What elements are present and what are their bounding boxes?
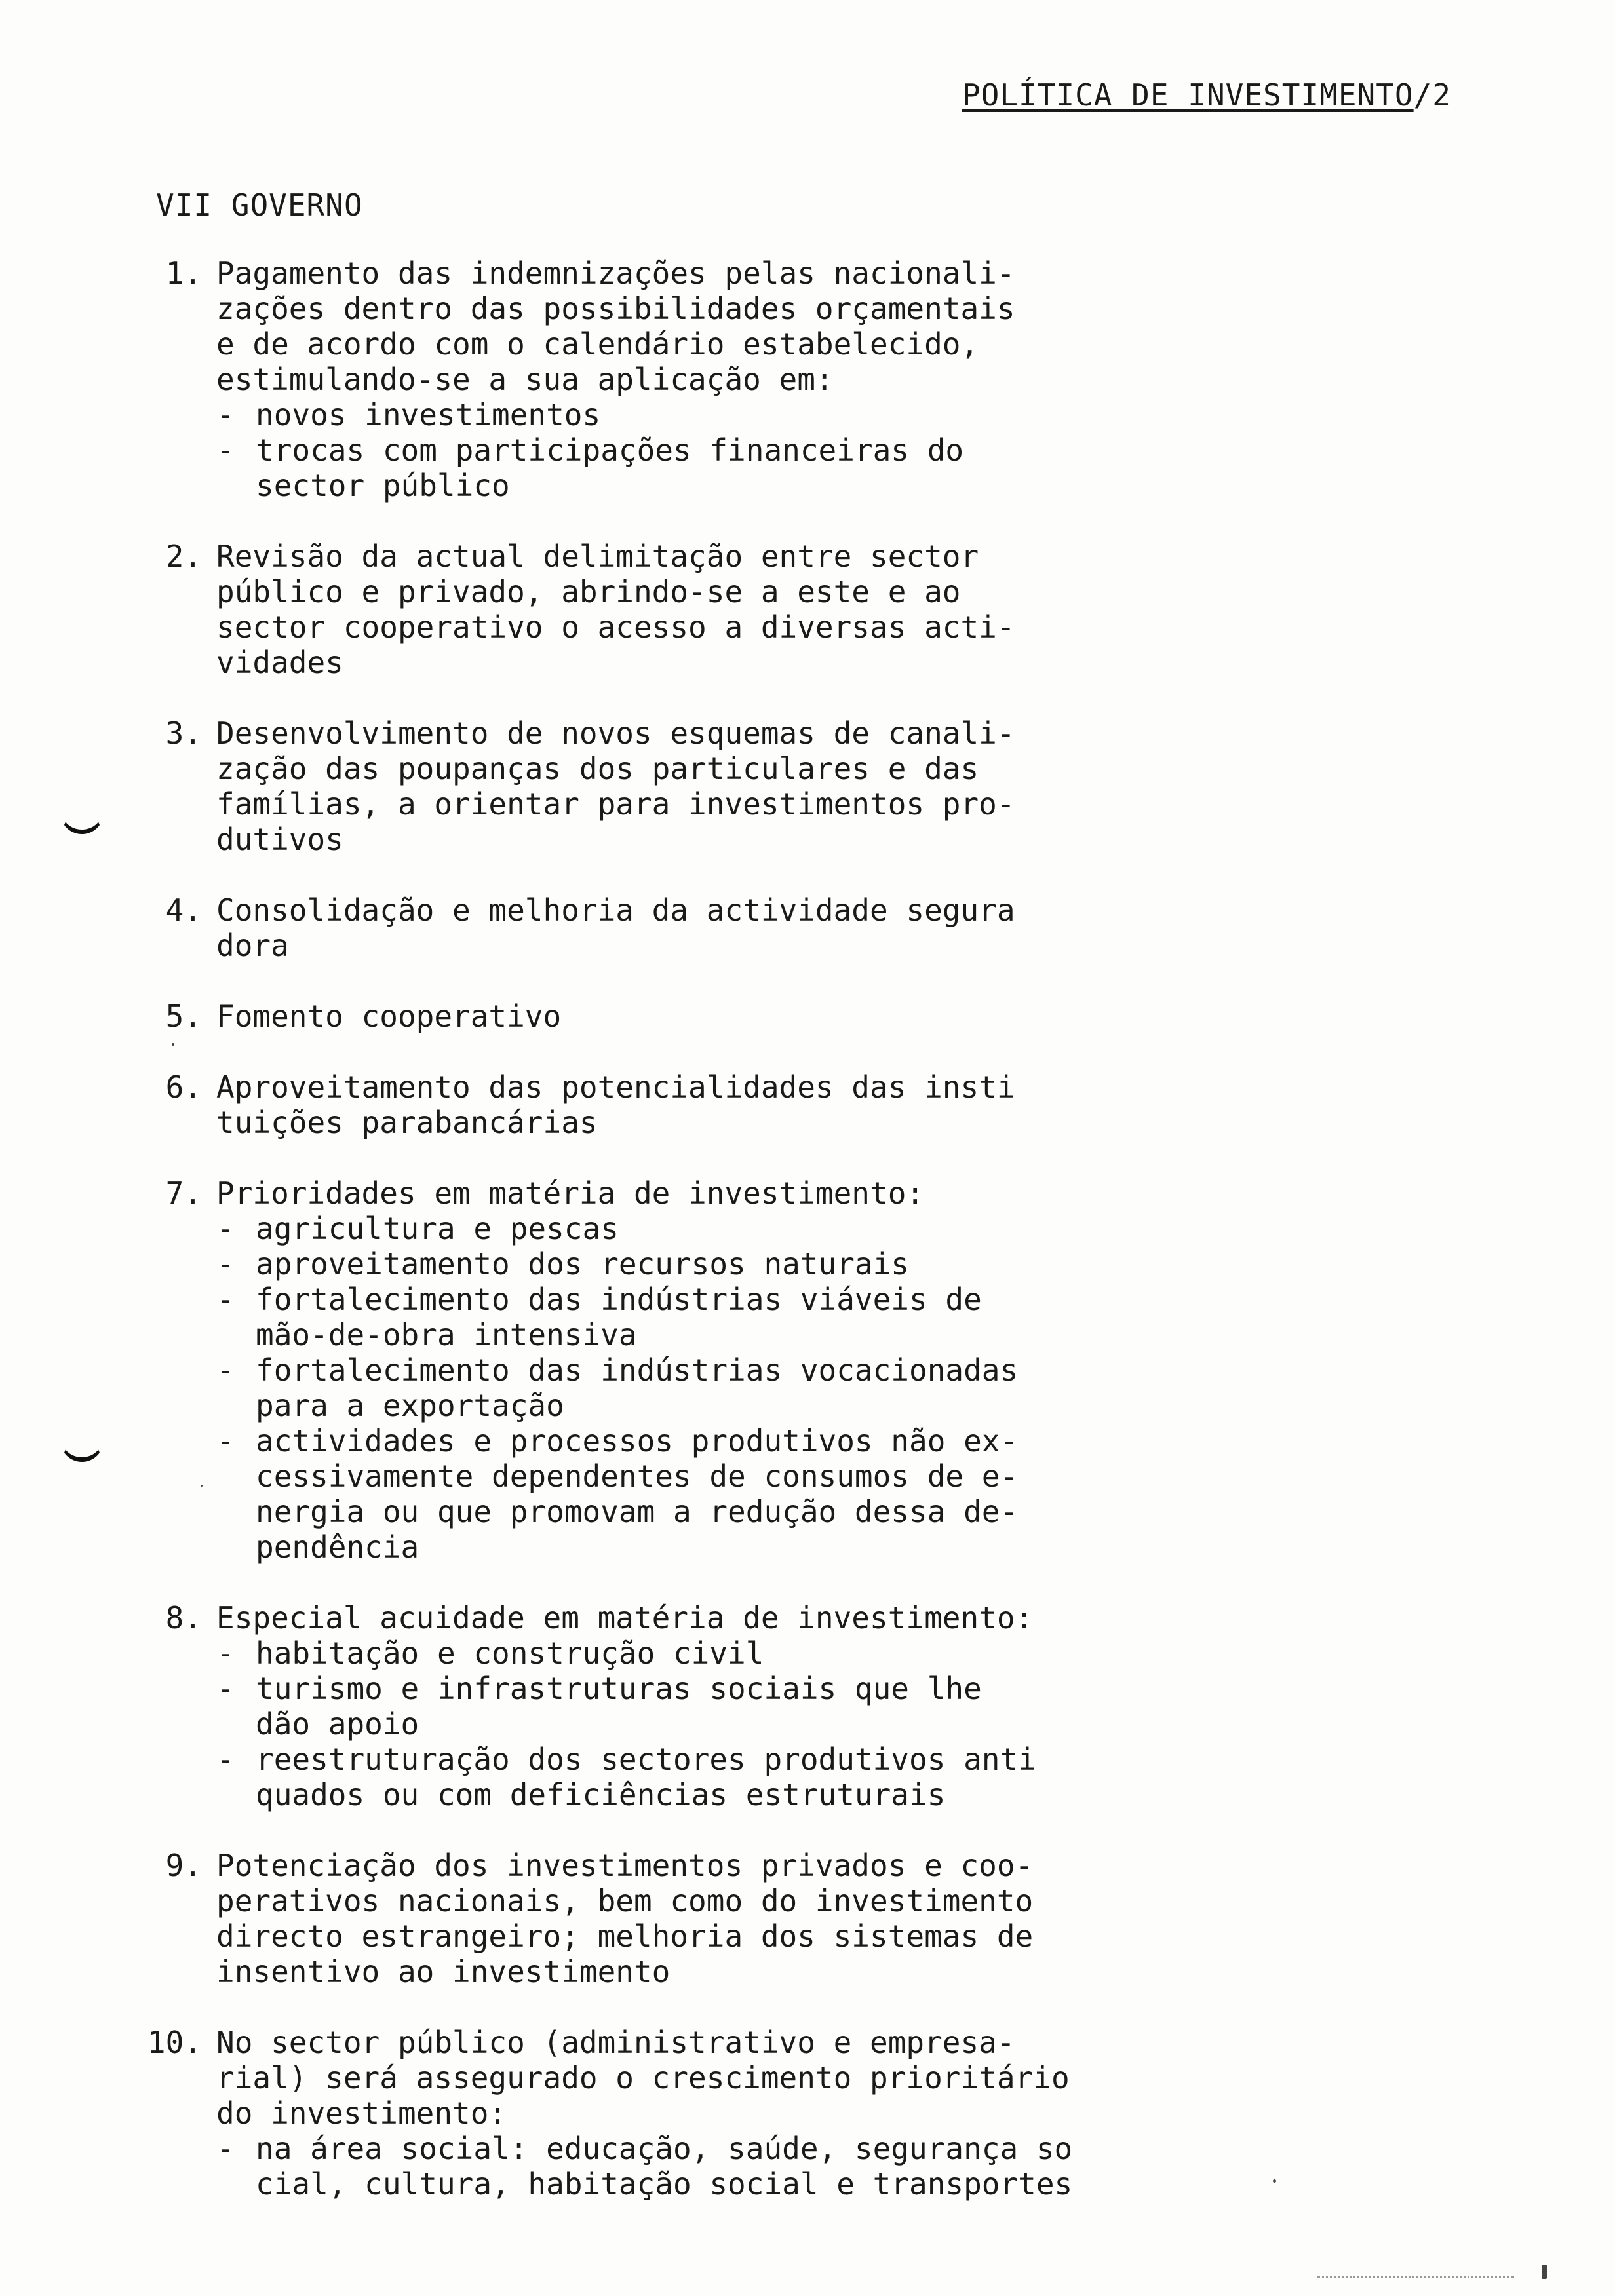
header-title: POLÍTICA DE INVESTIMENTO: [962, 77, 1414, 113]
text-line: para a exportação: [256, 1388, 564, 1423]
scan-speck: [201, 1485, 203, 1487]
text-line: directo estrangeiro; melhoria dos sistemas de: [216, 1919, 1034, 1954]
list-item: [131, 1600, 1154, 1812]
item-text: [216, 999, 1154, 1034]
dash-bullet: -: [216, 1636, 235, 1671]
text-line: quados ou com deficiências estruturais: [256, 1777, 946, 1812]
sub-list-item: [216, 432, 1154, 503]
page-header: [962, 77, 1451, 113]
sub-list-item: [216, 1423, 1154, 1565]
list-item: [131, 716, 1154, 857]
text-line: Revisão da actual delimitação entre sector: [216, 539, 979, 574]
text-line: fortalecimento das indústrias vocacionadas: [256, 1352, 1019, 1388]
sub-list-item: [216, 1636, 1154, 1671]
text-line: tuições parabancárias: [216, 1105, 598, 1140]
sub-list-item: [216, 1352, 1154, 1423]
sub-item-text: [256, 1636, 1154, 1671]
text-line: cial, cultura, habitação social e transportes: [256, 2166, 1073, 2202]
text-line: aproveitamento dos recursos naturais: [256, 1246, 909, 1282]
sub-list: [216, 1211, 1154, 1565]
sub-list-item: [216, 1246, 1154, 1282]
item-text: [216, 1176, 1154, 1565]
text-line: zação das poupanças dos particulares e das: [216, 751, 979, 786]
scan-speck: [1273, 2179, 1276, 2183]
text-line: zações dentro das possibilidades orçamentais: [216, 291, 1015, 326]
item-text: [216, 1848, 1154, 1989]
text-line: Aproveitamento das potencialidades das insti: [216, 1069, 1015, 1105]
list-item: [131, 539, 1154, 680]
list-item: [131, 892, 1154, 963]
dash-bullet: -: [216, 1742, 235, 1777]
scan-speck: [172, 1043, 174, 1046]
item-text: [216, 2025, 1154, 2202]
list-item: [131, 1069, 1154, 1140]
item-number: 8.: [165, 1600, 202, 1636]
text-line: Consolidação e melhoria da actividade segura: [216, 892, 1015, 928]
text-line: dão apoio: [256, 1706, 419, 1742]
text-line: dutivos: [216, 822, 343, 857]
text-line: habitação e construção civil: [256, 1636, 764, 1671]
text-line: Desenvolvimento de novos esquemas de canali-: [216, 716, 1015, 751]
text-line: sector cooperativo o acesso a diversas acti-: [216, 609, 1015, 645]
text-line: e de acordo com o calendário estabelecido,: [216, 326, 979, 362]
item-number: 10.: [147, 2025, 202, 2060]
text-line: famílias, a orientar para investimentos pro-: [216, 786, 1015, 822]
sub-item-text: [256, 1423, 1154, 1565]
dash-bullet: -: [216, 1671, 235, 1706]
sub-item-text: [256, 1246, 1154, 1282]
dash-bullet: -: [216, 2131, 235, 2166]
sub-list-item: [216, 397, 1154, 432]
sub-list: [216, 1636, 1154, 1812]
text-line: sector público: [256, 468, 510, 503]
text-line: Pagamento das indemnizações pelas nacionali-: [216, 256, 1015, 291]
text-line: público e privado, abrindo-se a este e ao: [216, 574, 961, 609]
item-text: [216, 256, 1154, 503]
item-number: 9.: [165, 1848, 202, 1883]
dash-bullet: -: [216, 1211, 235, 1246]
dash-bullet: -: [216, 1423, 235, 1459]
text-line: cessivamente dependentes de consumos de e-: [256, 1459, 1019, 1494]
text-line: Potenciação dos investimentos privados e coo-: [216, 1848, 1034, 1883]
scan-speck: [1542, 2265, 1547, 2279]
section-heading: VII GOVERNO: [156, 187, 363, 223]
item-text: [216, 1600, 1154, 1812]
text-line: Prioridades em matéria de investimento:: [216, 1176, 925, 1211]
text-line: pendência: [256, 1529, 419, 1565]
sub-item-text: [256, 432, 1154, 503]
text-line: Especial acuidade em matéria de investimento:: [216, 1600, 1034, 1636]
text-line: nergia ou que promovam a redução dessa de-: [256, 1494, 1019, 1529]
text-line: do investimento:: [216, 2095, 507, 2131]
dash-bullet: -: [216, 432, 235, 468]
sub-item-text: [256, 1282, 1154, 1352]
page-number: /2: [1413, 77, 1451, 113]
text-line: Fomento cooperativo: [216, 999, 562, 1034]
sub-item-text: [256, 397, 1154, 432]
item-number: 5.: [165, 999, 202, 1034]
sub-list-item: [216, 1211, 1154, 1246]
dash-bullet: -: [216, 1352, 235, 1388]
item-number: 7.: [165, 1176, 202, 1211]
item-number: 1.: [165, 256, 202, 291]
item-text: [216, 716, 1154, 857]
sub-list-item: [216, 1742, 1154, 1812]
item-number: 2.: [165, 539, 202, 574]
sub-item-text: [256, 1211, 1154, 1246]
scan-dotted-line: [1317, 2276, 1514, 2280]
sub-item-text: [256, 2131, 1154, 2202]
text-line: turismo e infrastruturas sociais que lhe: [256, 1671, 982, 1706]
text-line: perativos nacionais, bem como do investimento: [216, 1883, 1034, 1919]
sub-list-item: [216, 1282, 1154, 1352]
margin-check-mark: [60, 810, 104, 834]
text-line: mão-de-obra intensiva: [256, 1317, 637, 1352]
list-item: [131, 2025, 1154, 2202]
list-item: [131, 999, 1154, 1034]
dash-bullet: -: [216, 397, 235, 432]
item-number: 4.: [165, 892, 202, 928]
sub-item-text: [256, 1671, 1154, 1742]
dash-bullet: -: [216, 1246, 235, 1282]
item-number: 3.: [165, 716, 202, 751]
item-text: [216, 539, 1154, 680]
text-line: fortalecimento das indústrias viáveis de: [256, 1282, 982, 1317]
sub-list-item: [216, 1671, 1154, 1742]
text-line: rial) será assegurado o crescimento prioritário: [216, 2060, 1070, 2095]
item-text: [216, 892, 1154, 963]
text-line: novos investimentos: [256, 397, 601, 432]
text-line: trocas com participações financeiras do: [256, 432, 964, 468]
text-line: No sector público (administrativo e empresa-: [216, 2025, 1015, 2060]
sub-list: [216, 397, 1154, 503]
text-line: reestruturação dos sectores produtivos anti: [256, 1742, 1036, 1777]
sub-item-text: [256, 1352, 1154, 1423]
text-line: vidades: [216, 645, 343, 680]
sub-list: [216, 2131, 1154, 2202]
item-text: [216, 1069, 1154, 1140]
margin-check-mark: [60, 1438, 104, 1462]
list-item: [131, 1848, 1154, 1989]
text-line: insentivo ao investimento: [216, 1954, 671, 1989]
text-line: dora: [216, 928, 289, 963]
sub-list-item: [216, 2131, 1154, 2202]
policy-list: [131, 256, 1154, 2237]
sub-item-text: [256, 1742, 1154, 1812]
dash-bullet: -: [216, 1282, 235, 1317]
text-line: actividades e processos produtivos não ex-: [256, 1423, 1019, 1459]
text-line: estimulando-se a sua aplicação em:: [216, 362, 834, 397]
item-number: 6.: [165, 1069, 202, 1105]
list-item: [131, 1176, 1154, 1565]
list-item: [131, 256, 1154, 503]
text-line: agricultura e pescas: [256, 1211, 619, 1246]
text-line: na área social: educação, saúde, segurança so: [256, 2131, 1073, 2166]
